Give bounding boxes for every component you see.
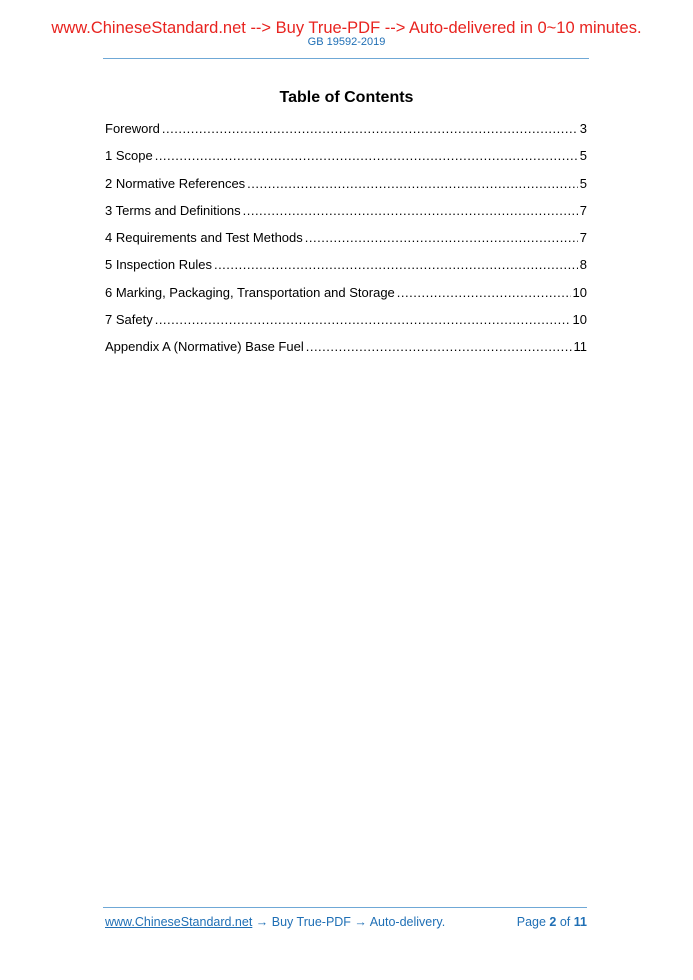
- header-divider: [103, 58, 589, 59]
- toc-dot-leader: [155, 311, 571, 329]
- toc-entry-page: 10: [572, 312, 587, 328]
- toc-dot-leader: [155, 147, 578, 165]
- toc-entry-label: 2 Normative References: [105, 175, 246, 191]
- toc-dot-leader: [247, 175, 578, 193]
- page-of: of: [559, 915, 571, 929]
- toc-dot-leader: [305, 229, 578, 247]
- toc-entry-inspection-rules[interactable]: [105, 256, 587, 283]
- toc-entry-terms-definitions[interactable]: [105, 202, 587, 229]
- toc-entry-appendix-a[interactable]: [105, 338, 587, 365]
- toc-entry-label: 3 Terms and Definitions: [105, 202, 241, 218]
- toc-entry-page: 7: [579, 202, 587, 218]
- toc-entry-label: 4 Requirements and Test Methods: [105, 230, 303, 246]
- toc-entry-label: Appendix A (Normative) Base Fuel: [105, 339, 304, 355]
- document-code: GB 19592-2019: [307, 36, 386, 48]
- toc-entry-safety[interactable]: [105, 311, 587, 338]
- toc-entry-label: 5 Inspection Rules: [105, 257, 212, 273]
- toc-dot-leader: [214, 256, 578, 274]
- toc-dot-leader: [243, 202, 578, 220]
- page-number: [517, 914, 587, 930]
- toc-entry-page: 8: [579, 257, 587, 273]
- toc-entry-page: 10: [572, 284, 587, 300]
- toc-entry-label: 1 Scope: [105, 148, 153, 164]
- footer-site-link[interactable]: www.ChineseStandard.net: [105, 915, 253, 929]
- toc-entry-page: 3: [579, 121, 587, 136]
- toc-entry-label: 6 Marking, Packaging, Transportation and Storage: [105, 284, 395, 300]
- toc-entry-marking-packaging[interactable]: [105, 284, 587, 311]
- toc-dot-leader: [397, 284, 571, 302]
- toc-entry-foreword[interactable]: [105, 120, 587, 147]
- top-banner[interactable]: www.ChineseStandard.net --> Buy True-PDF --> Auto-delivered in 0~10 minutes.: [51, 19, 642, 37]
- toc-entry-page: 5: [579, 175, 587, 191]
- toc-entry-page: 7: [579, 230, 587, 246]
- toc-entry-page: 11: [573, 339, 587, 355]
- footer-promo: [105, 914, 445, 930]
- page-total: 11: [573, 915, 587, 929]
- toc-title: Table of Contents: [279, 89, 414, 106]
- page-label: Page: [516, 915, 546, 929]
- toc-entry-label: 7 Safety: [105, 312, 153, 328]
- toc-entry-normative-references[interactable]: [105, 175, 587, 202]
- footer-divider: [103, 907, 587, 908]
- footer-tagline: → Buy True-PDF → Auto-delivery.: [252, 915, 446, 929]
- toc-dot-leader: [162, 120, 578, 138]
- toc-entry-label: Foreword: [105, 121, 160, 136]
- toc-dot-leader: [306, 338, 572, 356]
- table-of-contents: [105, 120, 587, 366]
- page-current: 2: [549, 915, 557, 929]
- toc-entry-page: 5: [579, 148, 587, 164]
- toc-entry-scope[interactable]: [105, 147, 587, 174]
- toc-entry-requirements[interactable]: [105, 229, 587, 256]
